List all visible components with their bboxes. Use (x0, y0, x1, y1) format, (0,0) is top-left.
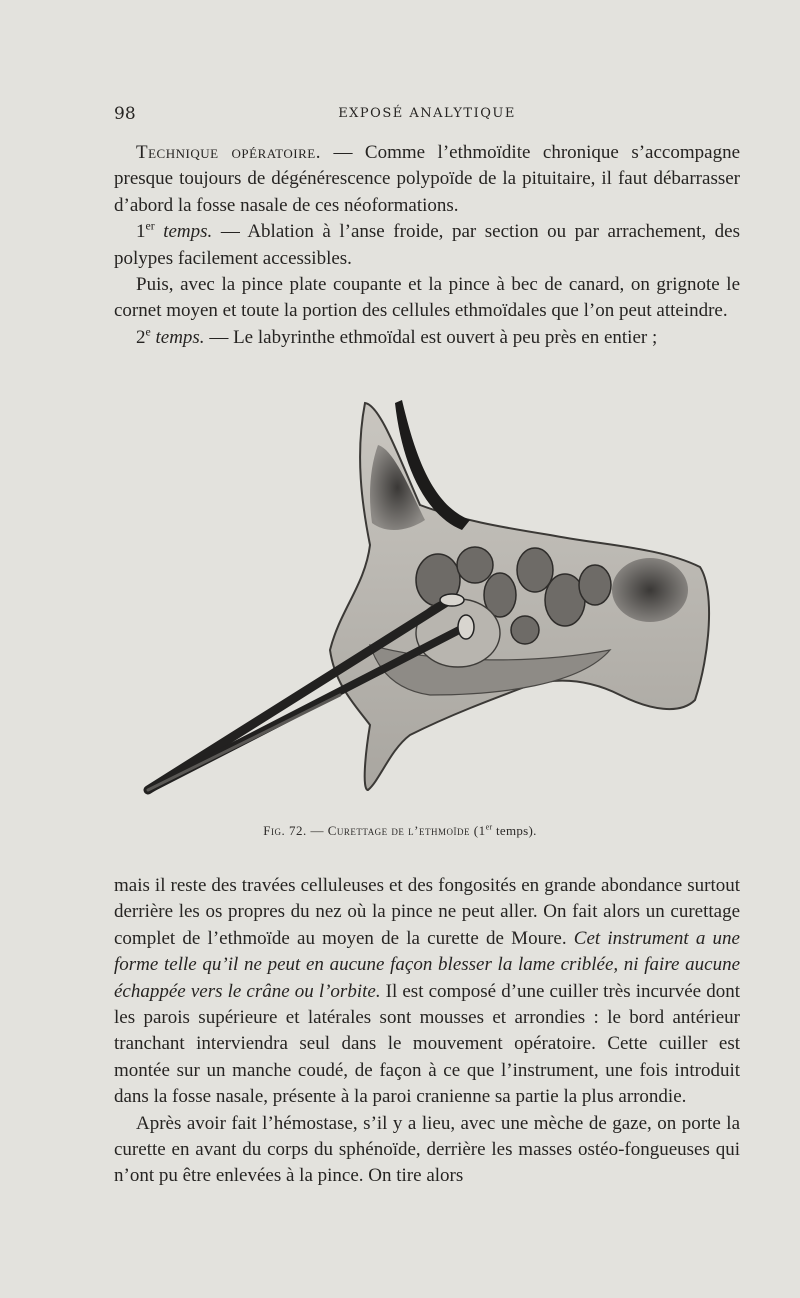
step-label: temps. (155, 326, 205, 348)
paragraph (114, 1111, 740, 1190)
paragraph (114, 272, 740, 325)
paragraph-text: — Ablation à l’anse froide, par section ou par arrachement, des polypes facilement accessibles. (114, 221, 741, 269)
paragraph-text: Il est composé d’une cuiller très incurvée dont les parois supérieure et latérales sont mousses et arrondies : le bord antérieur tranchant interviendra seul dans le mouvement opératoire. Cette cuiller est montée sur un manche coudé, de façon à ce que l’instrument, une fois introduit dans la fosse nasale, présente à la paroi cranienne sa partie la plus arrondie. (114, 980, 740, 1108)
step-number: 2 (136, 326, 146, 348)
paragraph-text: mais il reste des travées celluleuses et des fongosités en grande abondance surtout derrière les os propres du nez où la pince ne peut aller. On fait alors un curettage complet de l’ethmoïde au moyen de la curette de Moure. (114, 875, 740, 949)
ethmoid-illustration (140, 395, 720, 810)
section-heading: Technique opératoire. (136, 142, 321, 163)
step-ordinal: er (145, 219, 155, 233)
paragraph-text: — Le labyrinthe ethmoïdal est ouvert à peu près en entier ; (204, 326, 658, 348)
paragraph (114, 140, 740, 219)
caption-text: Fig. 72. — Curettage de l’ethmoïde (1 (263, 823, 486, 838)
paragraph (114, 325, 740, 351)
right-cavity (612, 558, 688, 622)
caption-ordinal: er (485, 822, 493, 832)
text-block-top (114, 140, 740, 351)
paragraph-text: Après avoir fait l’hémostase, s’il y a lieu, avec une mèche de gaze, on porte la curette en avant du corps du sphénoïde, derrière les masses ostéo-fongueuses qui n’ont pu être enlevées à la pince. On tire alors (114, 1112, 740, 1187)
page-number: 98 (114, 104, 136, 124)
paragraph (114, 873, 740, 1111)
running-head (114, 104, 740, 128)
paragraph-text: Puis, avec la pince plate coupante et la pince à bec de canard, on grignote le cornet moyen et toute la portion des cellules ethmoïdales que l’on peut atteindre. (114, 274, 740, 322)
step-number: 1 (136, 221, 146, 243)
ethmoid-drawing (140, 395, 720, 810)
caption-text-end: temps). (492, 823, 537, 838)
text-block-bottom (114, 873, 740, 1190)
figure-caption (0, 823, 800, 839)
italic-quote: Cet instrument a une forme telle qu’il ne peut en aucune façon blesser la lame criblée, ni faire aucune échappée vers le crâne ou l’orbite. (114, 927, 740, 1002)
paragraph-text: — Comme l’ethmoïdite chronique s’accompagne presque toujours de dégénérescence polypoïde de la pituitaire, il faut débarrasser d’abord la fosse nasale de ces néoformations. (114, 142, 740, 216)
running-title: EXPOSÉ ANALYTIQUE (338, 106, 516, 121)
paragraph (114, 219, 740, 272)
step-label: temps. (163, 221, 213, 243)
step-ordinal: e (145, 325, 151, 339)
